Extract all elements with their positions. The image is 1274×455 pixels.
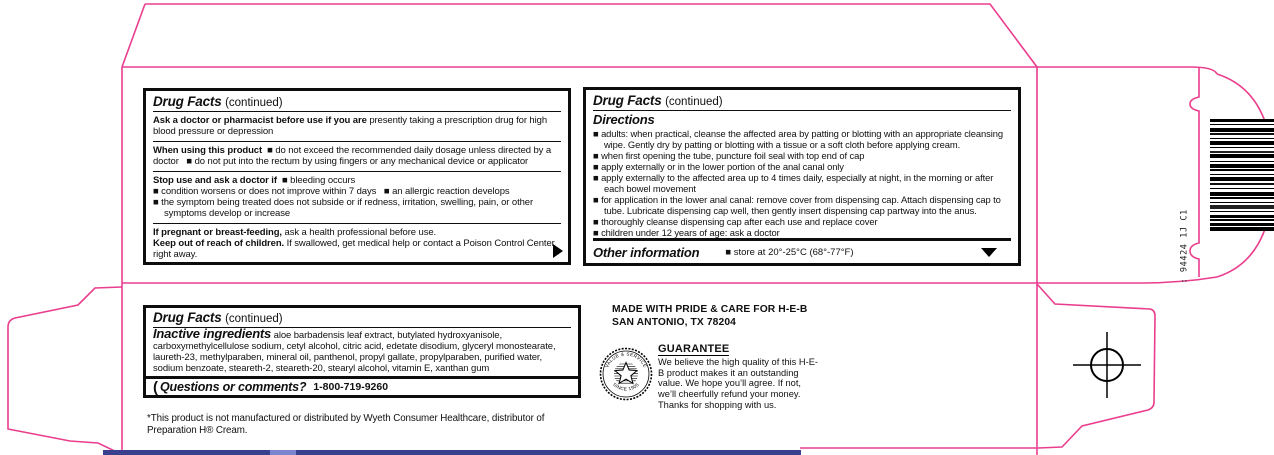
ask-doctor-text: presently taking a prescription drug for high blood pressure or depression [153, 115, 547, 137]
direction-item: ■ apply externally to the affected area up to 4 times daily, especially at night, in the morning or after each bowel movement [593, 172, 994, 194]
seal-top-text: VALUE & SERVICE [604, 351, 648, 369]
pregnant-text: ask a health professional before use. [284, 227, 437, 238]
stop-use-lead: Stop use and ask a doctor if [153, 175, 277, 186]
title-continued: (continued) [225, 97, 283, 109]
drug-facts-title: Drug Facts [153, 310, 222, 325]
panel-title [153, 93, 561, 112]
manufacturer-line2: SAN ANTONIO, TX 78204 [612, 316, 736, 328]
other-information-heading: Other information [593, 244, 700, 260]
continued-arrow-icon [553, 244, 563, 258]
keep-out-text: If swallowed, get medical help or contact a Poison Control Center right away. [153, 238, 555, 260]
direction-item: ■ apply externally or in the lower portion of the anal canal only [593, 161, 844, 172]
questions-label: Questions or comments? [160, 380, 307, 394]
adjacent-panel-highlight [270, 450, 296, 455]
pregnant-lead: If pregnant or breast-feeding, [153, 227, 282, 238]
inactive-ingredients-heading: Inactive ingredients [153, 326, 272, 341]
continued-down-arrow-icon [981, 248, 997, 257]
drug-facts-title: Drug Facts [153, 94, 222, 109]
ask-doctor-section [153, 112, 561, 142]
pregnancy-section [153, 224, 561, 264]
title-continued: (continued) [225, 313, 283, 325]
guarantee-heading: GUARANTEE [658, 343, 730, 355]
stop-use-item: ■ condition worsens or does not improve within 7 days ■ an allergic reaction develops [153, 186, 510, 197]
seal-bottom-text: SINCE 1905 [611, 381, 641, 392]
panel-title [593, 92, 1011, 111]
directions-heading: Directions [593, 112, 655, 127]
adjacent-panel-edge [103, 450, 801, 455]
barcode [1210, 119, 1274, 231]
direction-item: ■ thoroughly cleanse dispensing cap after each use and replace cover [593, 216, 878, 227]
stop-use-first-item: ■ bleeding occurs [276, 175, 356, 186]
when-using-section [153, 142, 561, 172]
phone-icon: ( [153, 378, 158, 396]
direction-item: ■ for application in the lower anal canal: remove cover from dispensing cap. Attach dispensing cap to tube. Lubricate dispensing cap well, then gently insert dispensing cap partway into the anus. [593, 194, 1001, 216]
drug-facts-title: Drug Facts [593, 93, 662, 108]
inactive-ingredients-section [146, 308, 578, 376]
ask-doctor-lead: Ask a doctor or pharmacist before use if you are [153, 115, 367, 126]
guarantee-block [599, 344, 821, 411]
guarantee-thanks-text: Thanks for shopping with us. [658, 399, 777, 410]
questions-row [146, 376, 578, 395]
keep-out-lead: Keep out of reach of children. [153, 238, 285, 249]
questions-phone-number: 1-800-719-9260 [313, 381, 389, 393]
drug-facts-inactive-panel [143, 305, 581, 398]
guarantee-body-text: We believe the high quality of this H-E-B product makes it an outstanding value. We hope you’ll agree. If not, we’ll cheerfully refund your money. [658, 356, 819, 400]
drug-facts-directions-panel [583, 87, 1021, 266]
print-code-text: : 94424 1J C1 [1179, 209, 1190, 284]
when-using-lead: When using this product [153, 145, 263, 156]
directions-section [593, 111, 1011, 238]
title-continued: (continued) [665, 96, 723, 108]
when-using-text: ■ do not exceed the recommended daily dosage unless directed by a doctor ■ do not put into the rectum by using fingers or any mechanical device or applicator [153, 145, 552, 167]
stop-use-item: ■ the symptom being treated does not subside or if redness, irritation, swelling, pain, or other symptoms develop or increase [153, 197, 534, 219]
other-information-row [593, 238, 1011, 263]
inactive-ingredients-list: aloe barbadensis leaf extract, butylated hydroxyanisole, carboxymethylcellulose sodium, cetyl alcohol, citric acid, edetate disodium, glyceryl monostearate, laureth-23, methylparaben, mineral oil, panthenol, propyl gallate, propylparaben, purified water, sodium benzoate, steareth-2, steareth-20, stearyl alcohol, vitamin E, xanthan gum [153, 330, 556, 374]
manufacturer-block [612, 304, 807, 329]
registration-mark-icon [1073, 332, 1141, 398]
heb-guarantee-seal-icon [599, 347, 653, 401]
manufacturer-line1: MADE WITH PRIDE & CARE FOR H-E-B [612, 304, 808, 315]
stop-use-section [153, 172, 561, 224]
wyeth-disclaimer-footnote: *This product is not manufactured or distributed by Wyeth Consumer Healthcare, distributor of Preparation H® Cream. [147, 413, 545, 436]
drug-facts-warnings-panel [143, 88, 571, 265]
direction-item: ■ when first opening the tube, puncture foil seal with top end of cap [593, 150, 865, 161]
direction-item: ■ children under 12 years of age: ask a doctor [593, 227, 780, 238]
inactive-ingredients-text [153, 328, 571, 374]
storage-text: ■ store at 20°-25°C (68°-77°F) [725, 246, 854, 258]
direction-item: ■ adults: when practical, cleanse the affected area by patting or blotting with an appropriate cleansing wipe. Gently dry by patting or blotting with a tissue or a soft cloth before applying cream. [593, 128, 1003, 150]
